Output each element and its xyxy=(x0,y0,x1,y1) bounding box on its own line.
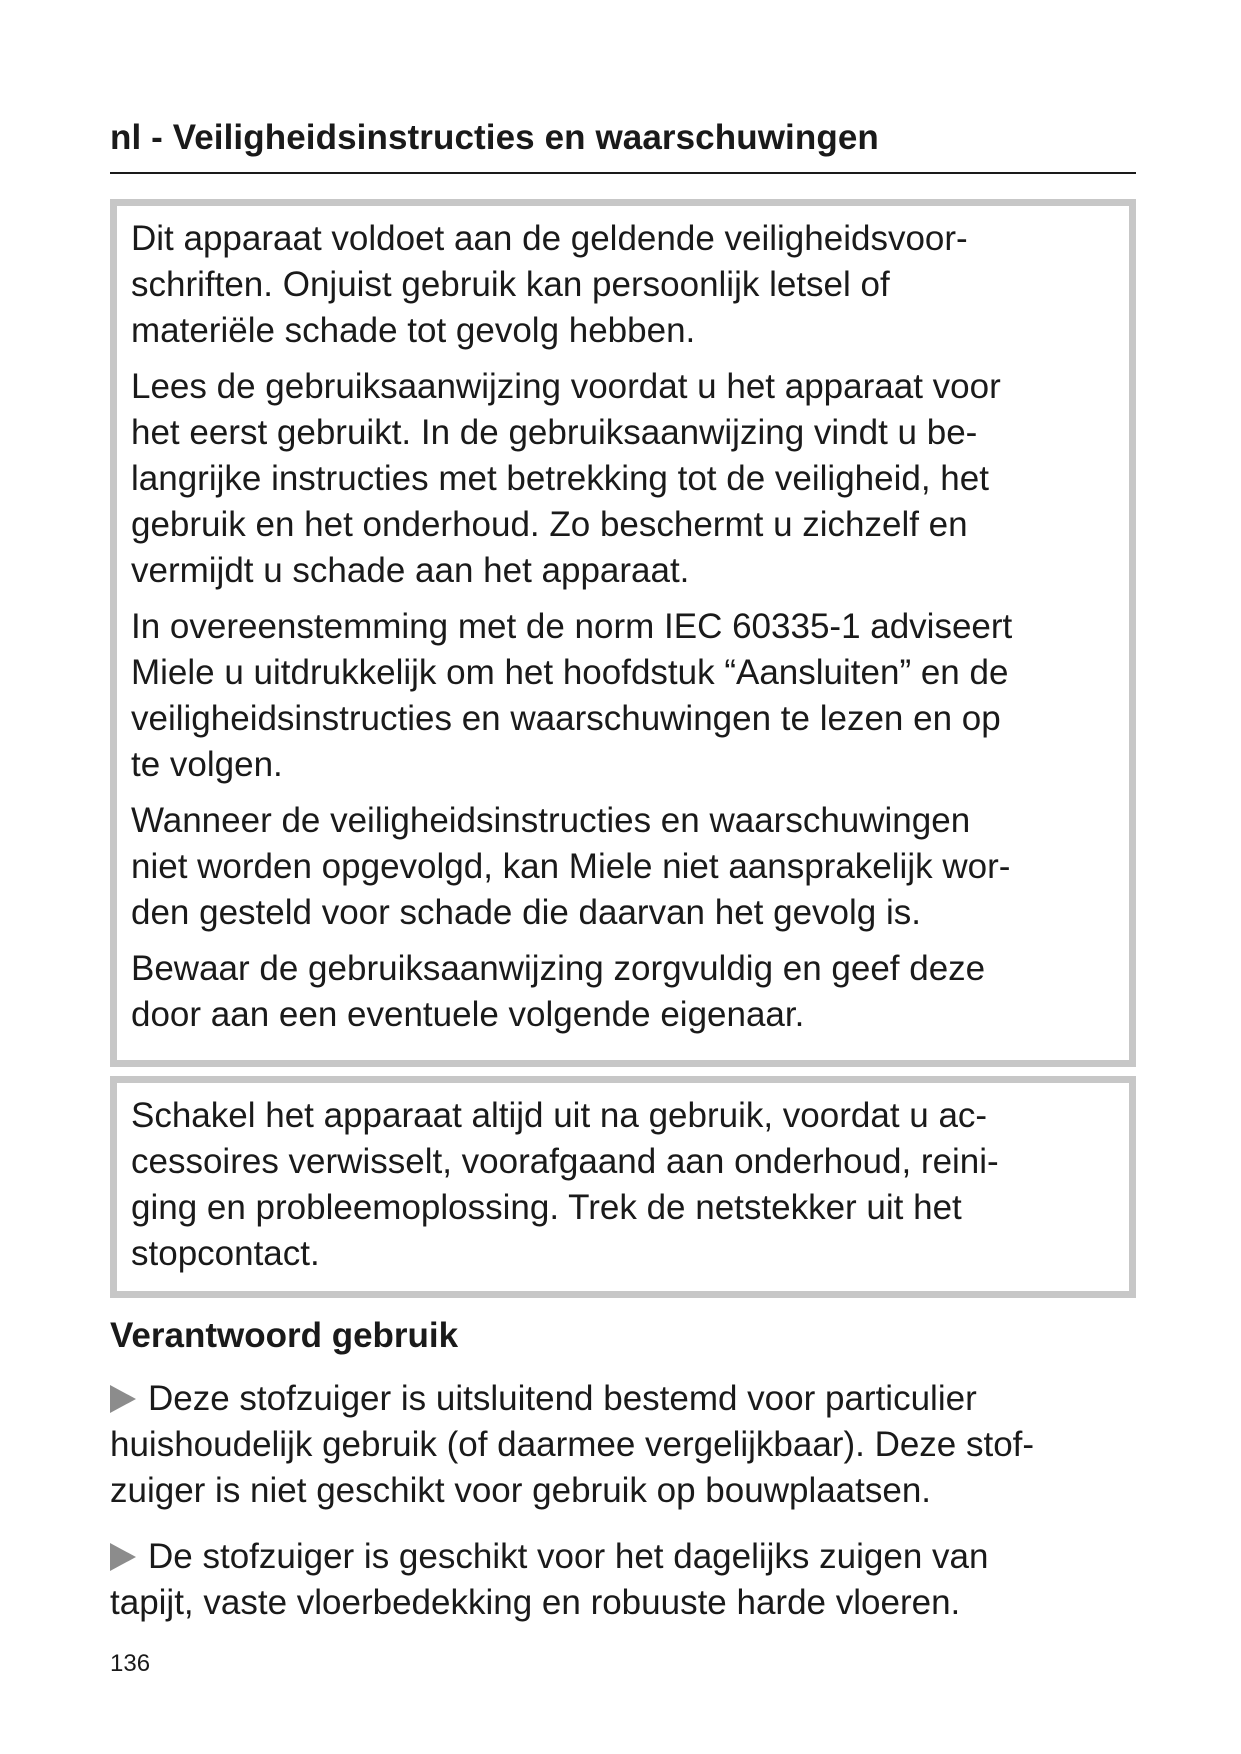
text-line: langrijke instructies met betrekking tot de veiligheid, het xyxy=(131,459,989,498)
unplug-notice-box xyxy=(110,1076,1136,1298)
bullet-text: Deze stofzuiger is uitsluitend bestemd voor particulier xyxy=(148,1379,977,1418)
text-line: Miele u uitdrukkelijk om het hoofdstuk “Aansluiten” en de xyxy=(131,653,1009,692)
text-line: materiële schade tot gevolg hebben. xyxy=(131,311,696,350)
text-line: het eerst gebruikt. In de gebruiksaanwijzing vindt u be- xyxy=(131,413,978,452)
text-line xyxy=(110,1534,1150,1580)
bullet-text: De stofzuiger is geschikt voor het dagelijks zuigen van xyxy=(148,1537,989,1576)
notice-paragraph xyxy=(131,604,1117,788)
text-line: vermijdt u schade aan het apparaat. xyxy=(131,551,690,590)
text-line: te volgen. xyxy=(131,745,283,784)
notice-paragraph xyxy=(131,364,1117,594)
safety-notice-box xyxy=(110,199,1136,1067)
text-line: tapijt, vaste vloerbedekking en robuuste harde vloeren. xyxy=(110,1583,961,1622)
text-line: gebruik en het onderhoud. Zo beschermt u zichzelf en xyxy=(131,505,968,544)
text-line: niet worden opgevolgd, kan Miele niet aansprakelijk wor- xyxy=(131,847,1011,886)
text-line: schriften. Onjuist gebruik kan persoonlijk letsel of xyxy=(131,265,890,304)
text-line: Dit apparaat voldoet aan de geldende veiligheidsvoor- xyxy=(131,219,968,258)
arrow-right-icon xyxy=(110,1385,136,1413)
page-title: nl - Veiligheidsinstructies en waarschuwingen xyxy=(110,118,1136,174)
text-line: huishoudelijk gebruik (of daarmee vergelijkbaar). Deze stof- xyxy=(110,1425,1035,1464)
text-line: Lees de gebruiksaanwijzing voordat u het apparaat voor xyxy=(131,367,1001,406)
notice-paragraph xyxy=(131,216,1117,354)
text-line: ging en probleemoplossing. Trek de netstekker uit het xyxy=(131,1188,962,1227)
text-line: door aan een eventuele volgende eigenaar. xyxy=(131,995,805,1034)
text-line xyxy=(110,1376,1150,1422)
bullet-item xyxy=(110,1376,1150,1514)
text-line: stopcontact. xyxy=(131,1234,320,1273)
text-line: Schakel het apparaat altijd uit na gebruik, voordat u ac- xyxy=(131,1096,988,1135)
section-heading: Verantwoord gebruik xyxy=(110,1316,459,1355)
text-line: In overeenstemming met de norm IEC 60335-1 adviseert xyxy=(131,607,1013,646)
notice-paragraph xyxy=(131,946,1117,1038)
notice-paragraph xyxy=(131,798,1117,936)
page-number: 136 xyxy=(110,1650,151,1677)
text-line: zuiger is niet geschikt voor gebruik op bouwplaatsen. xyxy=(110,1471,932,1510)
notice-paragraph xyxy=(131,1093,1117,1277)
text-line: veiligheidsinstructies en waarschuwingen te lezen en op xyxy=(131,699,1001,738)
arrow-right-icon xyxy=(110,1543,136,1571)
bullet-item xyxy=(110,1534,1150,1626)
text-line: Bewaar de gebruiksaanwijzing zorgvuldig en geef deze xyxy=(131,949,986,988)
text-line: cessoires verwisselt, voorafgaand aan onderhoud, reini- xyxy=(131,1142,999,1181)
text-line: Wanneer de veiligheidsinstructies en waarschuwingen xyxy=(131,801,971,840)
text-line: den gesteld voor schade die daarvan het gevolg is. xyxy=(131,893,921,932)
